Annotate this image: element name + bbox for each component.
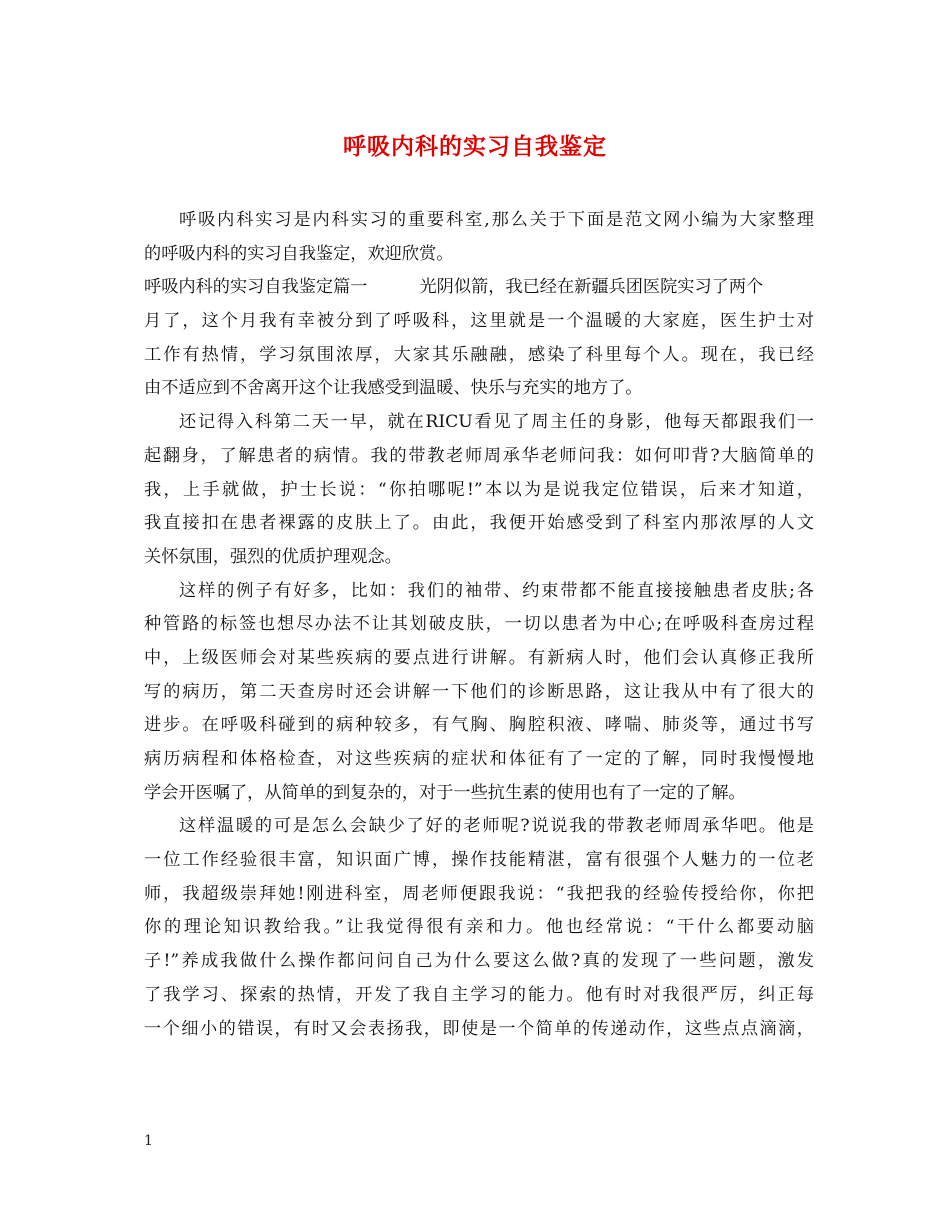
text-line: 我，上手就做，护士长说：“你拍哪呢!”本以为是说我定位错误，后来才知道， (144, 479, 814, 500)
text-line: 中，上级医师会对某些疾病的要点进行讲解。有新病人时，他们会认真修正我所 (144, 647, 814, 668)
section-heading: 呼吸内科的实习自我鉴定篇一 (144, 277, 368, 298)
text-line: 子!”养成我做什么操作都问问自己为什么要这么做?真的发现了一些问题，激发 (144, 951, 814, 972)
text-line: 种管路的标签也想尽办法不让其划破皮肤，一切以患者为中心;在呼吸科查房过程 (144, 614, 814, 635)
text-line: 起翻身，了解患者的病情。我的带教老师周承华老师问我：如何叩背?大脑简单的 (144, 445, 814, 466)
text-line: 由不适应到不舍离开这个让我感受到温暖、快乐与充实的地方了。 (144, 378, 643, 399)
text-line: 了我学习、探索的热情，开发了我自主学习的能力。他有时对我很严厉，纠正每 (144, 984, 814, 1005)
text-line: 师，我超级崇拜她!刚进科室，周老师便跟我说：“我把我的经验传授给你，你把 (144, 883, 814, 904)
document-title: 呼吸内科的实习自我鉴定 (343, 133, 607, 160)
text-line: 一位工作经验很丰富，知识面广博，操作技能精湛，富有很强个人魅力的一位老 (144, 850, 814, 871)
text-line: 我直接扣在患者裸露的皮肤上了。由此，我便开始感受到了科室内那浓厚的人文 (144, 513, 814, 534)
text-line: 这样的例子有好多，比如：我们的袖带、约束带都不能直接接触患者皮肤;各 (179, 580, 814, 601)
text-line: 的呼吸内科的实习自我鉴定，欢迎欣赏。 (144, 243, 454, 264)
text-segment: 光阴似箭，我已经在新疆兵团医院实习了两个 (419, 277, 764, 298)
text-line: 进步。在呼吸科碰到的病种较多，有气胸、胸腔积液、哮喘、肺炎等，通过书写 (144, 715, 814, 736)
text-line: 你的理论知识教给我。”让我觉得很有亲和力。他也经常说：“干什么都要动脑 (144, 917, 814, 938)
text-line: 关怀氛围，强烈的优质护理观念。 (144, 546, 402, 567)
text-line: 写的病历，第二天查房时还会讲解一下他们的诊断思路，这让我从中有了很大的 (144, 681, 814, 702)
text-line: 这样温暖的可是怎么会缺少了好的老师呢?说说我的带教老师周承华吧。他是 (179, 816, 814, 837)
page-number: 1 (144, 1133, 153, 1149)
document-body (144, 204, 814, 1046)
text-line: 学会开医嘱了，从简单的到复杂的，对于一些抗生素的使用也有了一定的了解。 (144, 782, 746, 803)
text-line: 呼吸内科实习是内科实习的重要科室,那么关于下面是范文网小编为大家整理 (179, 210, 814, 230)
text-line (144, 271, 814, 305)
text-line: 一个细小的错误，有时又会表扬我，即使是一个简单的传递动作，这些点点滴滴， (144, 1018, 814, 1039)
text-line: 月了，这个月我有幸被分到了呼吸科，这里就是一个温暖的大家庭，医生护士对 (144, 311, 814, 332)
text-line: 还记得入科第二天一早，就在RICU看见了周主任的身影，他每天都跟我们一 (179, 412, 814, 433)
text-line: 工作有热情，学习氛围浓厚，大家其乐融融，感染了科里每个人。现在，我已经 (144, 344, 814, 365)
text-line: 病历病程和体格检查，对这些疾病的症状和体征有了一定的了解，同时我慢慢地 (144, 749, 814, 769)
